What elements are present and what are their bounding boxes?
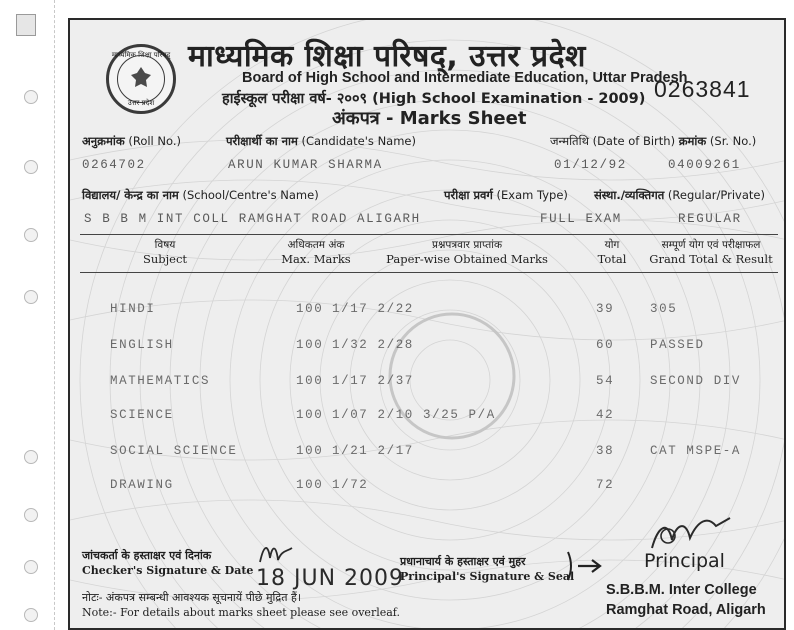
exam-line: हाईस्कूल परीक्षा वर्ष- २००९ (High School Examination - 2009): [222, 91, 646, 107]
roll-label: [82, 134, 181, 149]
row-obtained: 1/72: [332, 478, 369, 492]
sr-label-english: (Sr. No.): [709, 134, 757, 148]
row-subject: ENGLISH: [110, 338, 174, 352]
row-max: 100: [296, 444, 324, 458]
college-stamp-line1: S.B.B.M. Inter College: [606, 582, 757, 598]
seal-top-text: माध्यमिक शिक्षा परिषद्: [111, 51, 171, 59]
checker-label-english: Checker's Signature & Date: [82, 564, 254, 577]
principal-signature-icon: [646, 510, 736, 554]
regular-label-hindi: संस्था./व्यक्तिगत: [594, 188, 665, 202]
row-subject: MATHEMATICS: [110, 374, 211, 388]
row-max: 100: [296, 408, 324, 422]
row-max: 100: [296, 374, 324, 388]
corner-mark: [16, 14, 36, 36]
school-label: [82, 188, 319, 203]
arrow-icon: [566, 548, 606, 584]
col-header-total: [590, 238, 634, 266]
row-obtained: 1/21 2/17: [332, 444, 414, 458]
total-header-hindi: योग: [604, 239, 620, 251]
checker-label-en: [82, 564, 253, 577]
max-header-english: Max. Marks: [281, 252, 351, 266]
school-label-hindi: विद्यालय/ केन्द्र का नाम: [82, 188, 179, 202]
serial-number: 0263841: [654, 76, 751, 102]
examtype-label: [444, 188, 568, 203]
binder-strip: [0, 0, 46, 630]
principal-sig-hindi: प्रधानाचार्य के हस्ताक्षर एवं मुहर: [400, 555, 526, 568]
grand-header-english: Grand Total & Result: [649, 252, 773, 266]
dob-label: [550, 134, 756, 149]
sheet-title: अंकपत्र - Marks Sheet: [332, 108, 527, 129]
obtained-header-hindi: प्रश्नपत्रवार प्राप्तांक: [431, 239, 503, 251]
examtype-label-hindi: परीक्षा प्रवर्ग: [444, 188, 493, 202]
total-header-english: Total: [597, 252, 627, 266]
row-subject: SCIENCE: [110, 408, 174, 422]
row-total: 39: [596, 302, 615, 316]
board-seal: [106, 44, 176, 114]
obtained-header-english: Paper-wise Obtained Marks: [386, 252, 548, 266]
roll-label-english: (Roll No.): [128, 134, 181, 148]
row-result: CAT MSPE-A: [650, 444, 742, 458]
row-subject: HINDI: [110, 302, 156, 316]
roll-number: 0264702: [82, 158, 146, 172]
examtype-label-english: (Exam Type): [496, 188, 568, 202]
date-of-birth: 01/12/92: [554, 158, 627, 172]
row-max: 100: [296, 338, 324, 352]
row-obtained: 1/32 2/28: [332, 338, 414, 352]
principal-sig-english: Principal's Signature & Seal: [400, 570, 575, 583]
col-header-obtained: [382, 238, 552, 266]
exam-type: FULL EXAM: [540, 212, 622, 226]
binder-hole: [24, 508, 38, 522]
table-header-rule: [80, 272, 778, 273]
row-subject: SOCIAL SCIENCE: [110, 444, 238, 458]
binder-hole: [24, 160, 38, 174]
perforation-line: [54, 0, 55, 630]
school-label-english: (School/Centre's Name): [182, 188, 319, 202]
max-header-hindi: अधिकतम अंक: [287, 239, 345, 251]
subject-header-hindi: विषय: [154, 239, 176, 251]
binder-hole: [24, 608, 38, 622]
marks-sheet: [68, 18, 786, 630]
table-top-rule: [80, 234, 778, 235]
college-stamp-line2: Ramghat Road, Aligarh: [606, 602, 766, 618]
principal-title: Principal: [644, 550, 725, 572]
note-english: Note:- For details about marks sheet please see overleaf.: [82, 606, 400, 619]
name-label-english: (Candidate's Name): [301, 134, 416, 148]
principal-sig-label: [400, 554, 526, 569]
binder-hole: [24, 560, 38, 574]
row-obtained: 1/17 2/22: [332, 302, 414, 316]
row-result: SECOND DIV: [650, 374, 742, 388]
row-max: 100: [296, 478, 324, 492]
checker-signature-icon: [256, 538, 296, 568]
regular-private: REGULAR: [678, 212, 742, 226]
row-max: 100: [296, 302, 324, 316]
emblem-icon: [129, 65, 153, 91]
binder-hole: [24, 290, 38, 304]
checker-label-hindi: जांचकर्ता के हस्ताक्षर एवं दिनांक: [82, 549, 212, 562]
dob-label-english: (Date of Birth): [592, 134, 676, 148]
binder-hole: [24, 90, 38, 104]
board-title-english: Board of High School and Intermediate Education, Uttar Pradesh: [242, 70, 688, 86]
checker-label: [82, 548, 211, 563]
principal-sig-label-en: [400, 570, 574, 583]
sr-label-hindi: क्रमांक: [678, 134, 707, 148]
board-title-hindi: माध्यमिक शिक्षा परिषद्, उत्तर प्रदेश: [188, 39, 586, 74]
row-obtained: 1/17 2/37: [332, 374, 414, 388]
regular-label: [594, 188, 765, 203]
row-result: 305: [650, 302, 678, 316]
row-total: 38: [596, 444, 615, 458]
sr-number: 04009261: [668, 158, 741, 172]
candidate-name: ARUN KUMAR SHARMA: [228, 158, 383, 172]
row-total: 60: [596, 338, 615, 352]
name-label-hindi: परीक्षार्थी का नाम: [226, 134, 298, 148]
roll-label-hindi: अनुक्रमांक: [82, 134, 125, 148]
checker-date: 18 JUN 2009: [256, 566, 405, 591]
col-header-subject: [110, 238, 220, 266]
name-label: [226, 134, 416, 149]
row-total: 72: [596, 478, 615, 492]
row-total: 54: [596, 374, 615, 388]
row-obtained: 1/07 2/10 3/25 P/A: [332, 408, 496, 422]
binder-hole: [24, 450, 38, 464]
row-subject: DRAWING: [110, 478, 174, 492]
regular-label-english: (Regular/Private): [667, 188, 765, 202]
row-result: PASSED: [650, 338, 705, 352]
note-hindi: नोटः- अंकपत्र सम्बन्धी आवश्यक सूचनायें पीछे मुद्रित हैं।: [82, 591, 302, 604]
seal-bottom-text: उत्तर प्रदेश: [127, 99, 155, 107]
binder-hole: [24, 228, 38, 242]
grand-header-hindi: सम्पूर्ण योग एवं परीक्षाफल: [661, 239, 761, 251]
col-header-max: [266, 238, 366, 266]
subject-header-english: Subject: [142, 252, 188, 266]
school-name: S B B M INT COLL RAMGHAT ROAD ALIGARH: [84, 212, 421, 226]
row-total: 42: [596, 408, 615, 422]
dob-label-hindi: जन्मतिथि: [550, 134, 589, 148]
col-header-grand: [644, 238, 778, 266]
